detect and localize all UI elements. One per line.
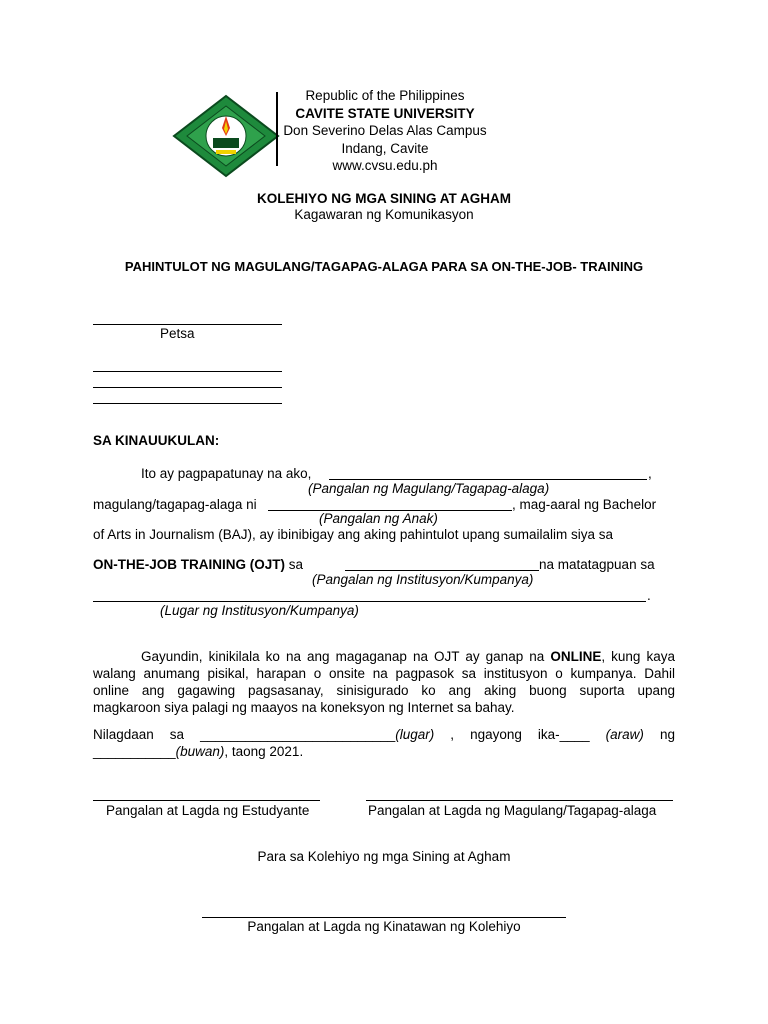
parent-signature-line (366, 800, 673, 801)
body-line-4 (93, 557, 303, 572)
parent-name-label: (Pangalan ng Magulang/Tagapag-alaga) (308, 481, 550, 496)
place-label: (lugar) (395, 727, 435, 742)
place-blank-group (200, 726, 434, 743)
republic-text: Republic of the Philippines (305, 88, 465, 103)
student-signature-label: Pangalan at Lagda ng Estudyante (106, 803, 310, 818)
institution-name-blank (345, 570, 539, 571)
body-line-4-suffix: na matatagpuan sa (539, 557, 655, 572)
signed-line-2 (93, 743, 675, 760)
form-title: PAHINTULOT NG MAGULANG/TAGAPAG-ALAGA PARA SA ON-THE-JOB- TRAINING (124, 259, 644, 274)
body-line-1-suffix: , (648, 466, 652, 481)
online-paragraph (93, 648, 675, 716)
parent-signature-label: Pangalan at Lagda ng Magulang/Tagapag-alaga (368, 803, 657, 818)
representative-signature-line (202, 917, 566, 918)
signed-statement (93, 726, 675, 760)
address-line-1 (93, 371, 282, 372)
department-name: Kagawaran ng Komunikasyon (294, 207, 474, 222)
signed-ngayong: ngayong (470, 727, 522, 742)
town-name: Indang, Cavite (341, 140, 429, 156)
place-blank: __________________________ (200, 727, 396, 742)
signed-word-1: Nilagdaan (93, 727, 154, 742)
signed-word-2: sa (169, 727, 185, 742)
online-paragraph-line-3: online ang gagawing pagsasanay, sinisigurado ko ang aking buong suporta upang (93, 683, 675, 698)
body-line-1-prefix: Ito ay pagpapatunay na ako, (141, 466, 312, 481)
student-signature-line (93, 800, 320, 801)
online-paragraph-line-4: magkaroon siya palagi ng maayos na koneksyon ng Internet sa bahay. (93, 700, 515, 715)
body-line-2-prefix: magulang/tagapag-alaga ni (93, 497, 257, 512)
body-line-5-suffix: . (647, 588, 651, 603)
body-line-4-mid: sa (285, 557, 304, 572)
child-name-label: (Pangalan ng Anak) (319, 511, 438, 526)
online-paragraph-line-2: walang anumang pisikal, harapan o onsite na pagpasok sa institusyon o kumpanya. Dahil (93, 666, 675, 681)
online-p-l1-prefix: Gayundin, kinikilala ko na ang magaganap na OJT ay ganap na (141, 649, 551, 664)
representative-signature-label: Pangalan at Lagda ng Kinatawan ng Kolehiyo (247, 919, 521, 934)
salutation: SA KINAUUKULAN: (93, 433, 220, 448)
university-name: CAVITE STATE UNIVERSITY (295, 105, 475, 121)
year-text: , taong 2021. (224, 744, 304, 759)
website-text: www.cvsu.edu.ph (332, 158, 438, 173)
address-line-3 (93, 403, 282, 404)
university-logo (172, 94, 280, 178)
signed-comma: , (450, 727, 455, 742)
parent-name-blank (329, 479, 647, 480)
online-paragraph-line-1 (93, 648, 675, 665)
day-label: (araw) (605, 727, 644, 742)
signed-ng: ng (659, 727, 675, 742)
college-name: KOLEHIYO NG MGA SINING AT AGHAM (257, 191, 511, 206)
institution-name-label: (Pangalan ng Institusyon/Kumpanya) (312, 572, 534, 587)
day-blank: ika-____ (537, 727, 590, 742)
signed-line-1 (93, 726, 675, 743)
ojt-label: ON-THE-JOB TRAINING (OJT) (93, 557, 285, 572)
date-label: Petsa (160, 326, 195, 341)
online-keyword: ONLINE (550, 649, 602, 664)
address-line-2 (93, 387, 282, 388)
institution-location-label: (Lugar ng Institusyon/Kumpanya) (160, 603, 359, 618)
online-p-l1-suffix: , kung kaya (601, 649, 676, 664)
body-line-2-suffix: , mag-aaral ng Bachelor (512, 497, 657, 512)
institution-location-blank (93, 601, 646, 602)
header-divider (276, 92, 278, 166)
month-blank: ___________ (93, 744, 176, 759)
campus-name: Don Severino Delas Alas Campus (283, 123, 487, 138)
month-label: (buwan) (175, 744, 225, 759)
body-line-3: of Arts in Journalism (BAJ), ay ibinibigay ang aking pahintulot upang sumailalim siya sa (93, 527, 614, 542)
college-section-heading: Para sa Kolehiyo ng mga Sining at Agham (257, 849, 511, 864)
header-block (280, 87, 490, 175)
date-line (93, 324, 282, 325)
